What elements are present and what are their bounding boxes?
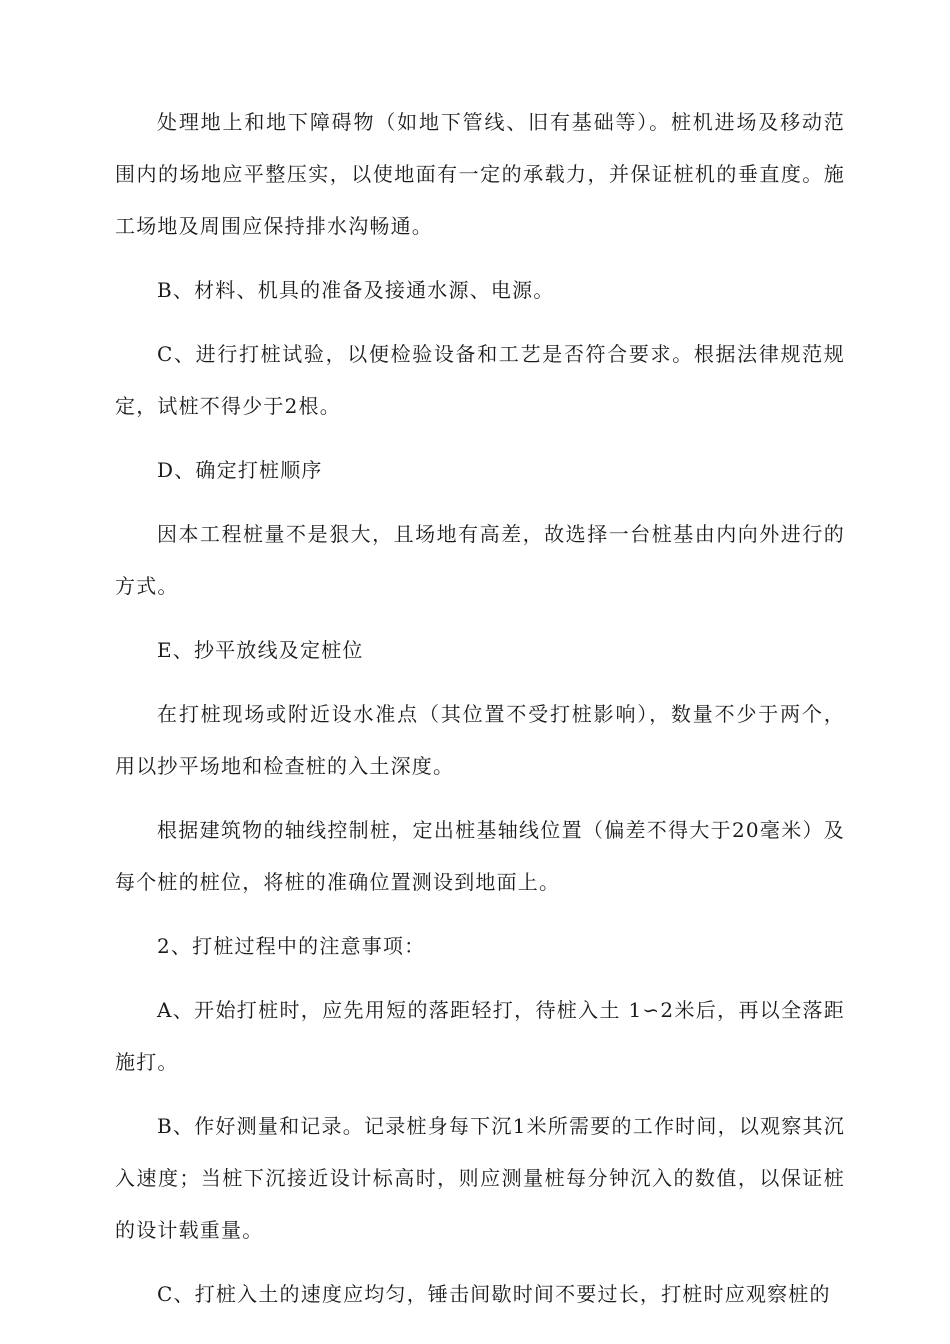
paragraph-pile-order: 因本工程桩量不是狠大，且场地有高差，故选择一台桩基由内向外进行的方式。	[115, 522, 845, 598]
paragraph-site-clearing: 处理地上和地下障碍物（如地下管线、旧有基础等）。桩机进场及移动范围内的场地应平整压实，以使地面有一定的承载力，并保证桩机的垂直度。施工场地及周围应保持排水沟畅通。	[115, 110, 845, 238]
paragraph-pile-order-heading: D、确定打桩顺序	[157, 458, 323, 482]
paragraph-pile-test: C、进行打桩试验，以便检验设备和工艺是否符合要求。根据法律规范规定，试桩不得少于2根。	[115, 342, 845, 418]
paragraph-survey-heading: E、抄平放线及定桩位	[157, 638, 364, 662]
paragraph-axis-layout: 根据建筑物的轴线控制桩，定出桩基轴线位置（偏差不得大于20毫米）及每个桩的桩位，将桩的准确位置测设到地面上。	[115, 818, 845, 894]
paragraph-section-heading: 2、打桩过程中的注意事项：	[157, 934, 426, 958]
paragraph-measurement: B、作好测量和记录。记录桩身每下沉1米所需要的工作时间，以观察其沉入速度；当桩下沉接近设计标高时，则应测量桩每分钟沉入的数值，以保证桩的设计载重量。	[115, 1114, 845, 1242]
paragraph-driving-speed: C、打桩入土的速度应均匀，锤击间歇时间不要过长，打桩时应观察桩的	[157, 1282, 831, 1306]
paragraph-start-driving: A、开始打桩时，应先用短的落距轻打，待桩入土 1∽2米后，再以全落距施打。	[115, 998, 845, 1074]
paragraph-benchmark: 在打桩现场或附近设水准点（其位置不受打桩影响），数量不少于两个，用以抄平场地和检查桩的入土深度。	[115, 702, 845, 778]
document-body	[115, 96, 845, 1332]
paragraph-materials: B、材料、机具的准备及接通水源、电源。	[157, 278, 555, 302]
